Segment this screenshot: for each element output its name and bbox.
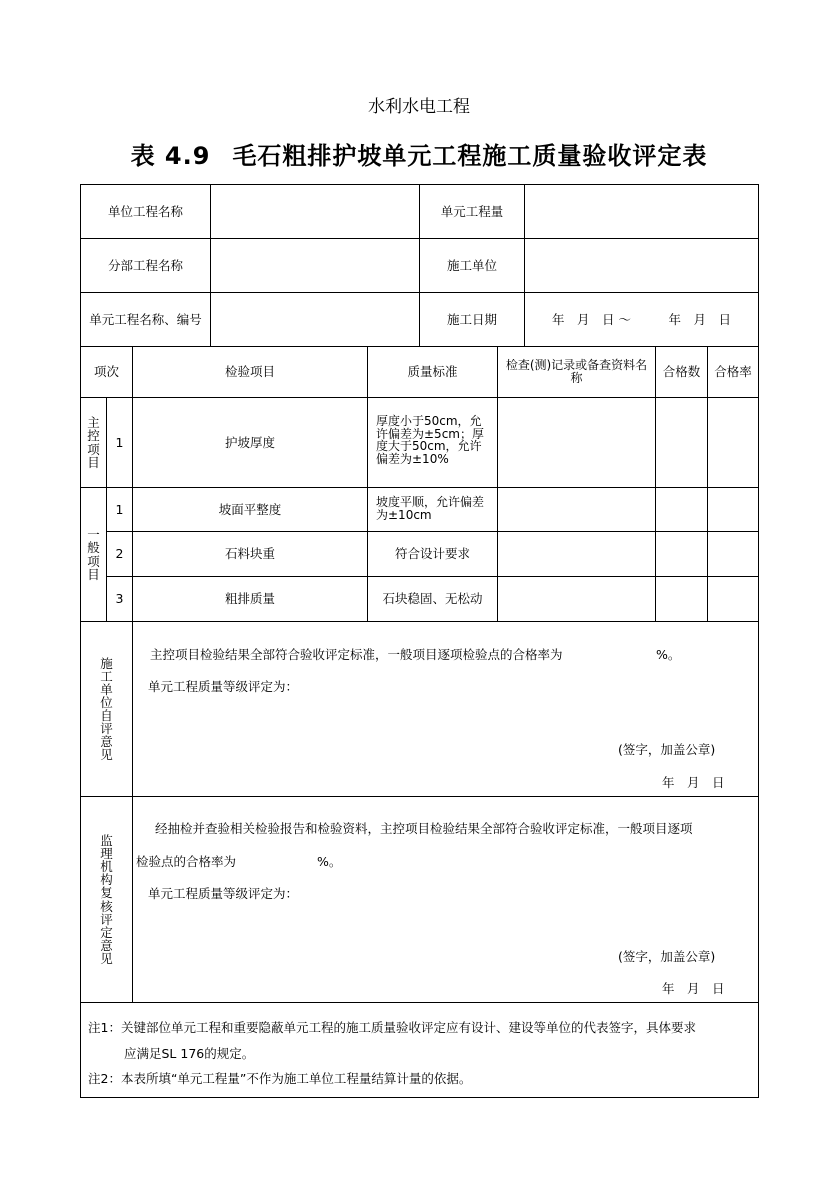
unit-project-name-label: 单位工程名称: [107, 203, 183, 219]
form-title-number: 表 4.9: [130, 142, 211, 170]
unit-work-name-number-field[interactable]: [211, 293, 419, 346]
self-eval-label: 施工单位自评意见: [100, 655, 113, 763]
col-header-qualified-rate: 合格率: [714, 364, 752, 380]
general-row-1-rate-field[interactable]: [708, 488, 758, 531]
main-row-1-item: 护坡厚度: [224, 434, 275, 450]
general-row-3-count-field[interactable]: [656, 577, 707, 621]
general-row-3-record-field[interactable]: [498, 577, 655, 621]
self-eval-percent: %。: [656, 647, 681, 662]
unit-work-quantity-label: 单元工程量: [440, 203, 504, 219]
unit-work-name-number-label: 单元工程名称、编号: [89, 311, 202, 327]
supervision-percent: %。: [317, 854, 342, 869]
supervision-label: 监理机构复核评定意见: [100, 832, 113, 966]
form-subtitle: 水利水电工程: [368, 97, 470, 117]
main-row-1-no: 1: [115, 434, 124, 450]
general-row-2-no: 2: [115, 546, 124, 562]
general-row-2-record-field[interactable]: [498, 532, 655, 576]
general-group-label: 一般项目: [87, 527, 100, 582]
general-row-2-item: 石料块重: [224, 546, 275, 562]
division-project-name-label: 分部工程名称: [107, 257, 183, 273]
general-row-2-standard: 符合设计要求: [394, 546, 470, 562]
supervision-line2: 单元工程质量等级评定为：: [148, 886, 299, 901]
col-header-item-no: 项次: [93, 364, 119, 380]
self-eval-line1: 主控项目检验结果全部符合验收评定标准，一般项目逐项检验点的合格率为: [150, 647, 563, 662]
construction-date-label: 施工日期: [446, 311, 497, 327]
general-row-2-rate-field[interactable]: [708, 532, 758, 576]
supervision-line1b: 检验点的合格率为: [136, 854, 237, 869]
col-header-record: 检查(测)记录或备查资料名称: [505, 358, 648, 385]
unit-project-name-field[interactable]: [211, 185, 419, 238]
general-row-1-record-field[interactable]: [498, 488, 655, 531]
division-project-name-field[interactable]: [211, 239, 419, 292]
supervision-sign: (签字，加盖公章): [618, 949, 716, 964]
unit-work-quantity-field[interactable]: [525, 185, 758, 238]
main-row-1-count-field[interactable]: [656, 398, 707, 487]
general-row-1-count-field[interactable]: [656, 488, 707, 531]
col-header-quality-standard: 质量标准: [407, 364, 458, 380]
construction-date-field[interactable]: 年 月 日 ～ 年 月 日: [552, 311, 731, 327]
main-row-1-rate-field[interactable]: [708, 398, 758, 487]
general-row-3-no: 3: [115, 591, 124, 607]
main-row-1-standard: 厚度小于50cm，允许偏差为±5cm；厚度大于50cm，允许偏差为±10%: [376, 414, 484, 466]
note-1: 注1：关键部位单元工程和重要隐蔽单元工程的施工质量验收评定应有设计、建设等单位的代表签字，具体要求: [88, 1020, 696, 1035]
supervision-line1: 经抽检并查验相关检验报告和检验资料，主控项目检验结果全部符合验收评定标准，一般项目逐项: [155, 821, 693, 836]
general-row-1-no: 1: [115, 501, 124, 517]
self-eval-sign: (签字，加盖公章): [618, 742, 716, 757]
form-title: [0, 136, 838, 171]
general-row-3-item: 粗排质量: [224, 591, 275, 607]
construction-unit-field[interactable]: [525, 239, 758, 292]
general-row-3-rate-field[interactable]: [708, 577, 758, 621]
general-row-1-standard: 坡度平顺，允许偏差为±10cm: [376, 495, 485, 522]
col-header-inspection-item: 检验项目: [224, 364, 275, 380]
note-2: 注2：本表所填“单元工程量”不作为施工单位工程量结算计量的依据。: [88, 1071, 472, 1086]
general-row-1-item: 坡面平整度: [218, 501, 282, 517]
self-eval-date: 年 月 日: [662, 775, 725, 790]
general-row-2-count-field[interactable]: [656, 532, 707, 576]
form-title-text: 毛石粗排护坡单元工程施工质量验收评定表: [232, 142, 708, 170]
main-row-1-record-field[interactable]: [498, 398, 655, 487]
col-header-qualified-count: 合格数: [662, 364, 701, 380]
supervision-date: 年 月 日: [662, 981, 725, 996]
construction-unit-label: 施工单位: [446, 257, 497, 273]
main-control-group-label: 主控项目: [87, 415, 100, 470]
self-eval-line2: 单元工程质量等级评定为：: [148, 679, 299, 694]
general-row-3-standard: 石块稳固、无松动: [382, 591, 483, 607]
note-1-continued: 应满足SL 176的规定。: [124, 1046, 255, 1061]
